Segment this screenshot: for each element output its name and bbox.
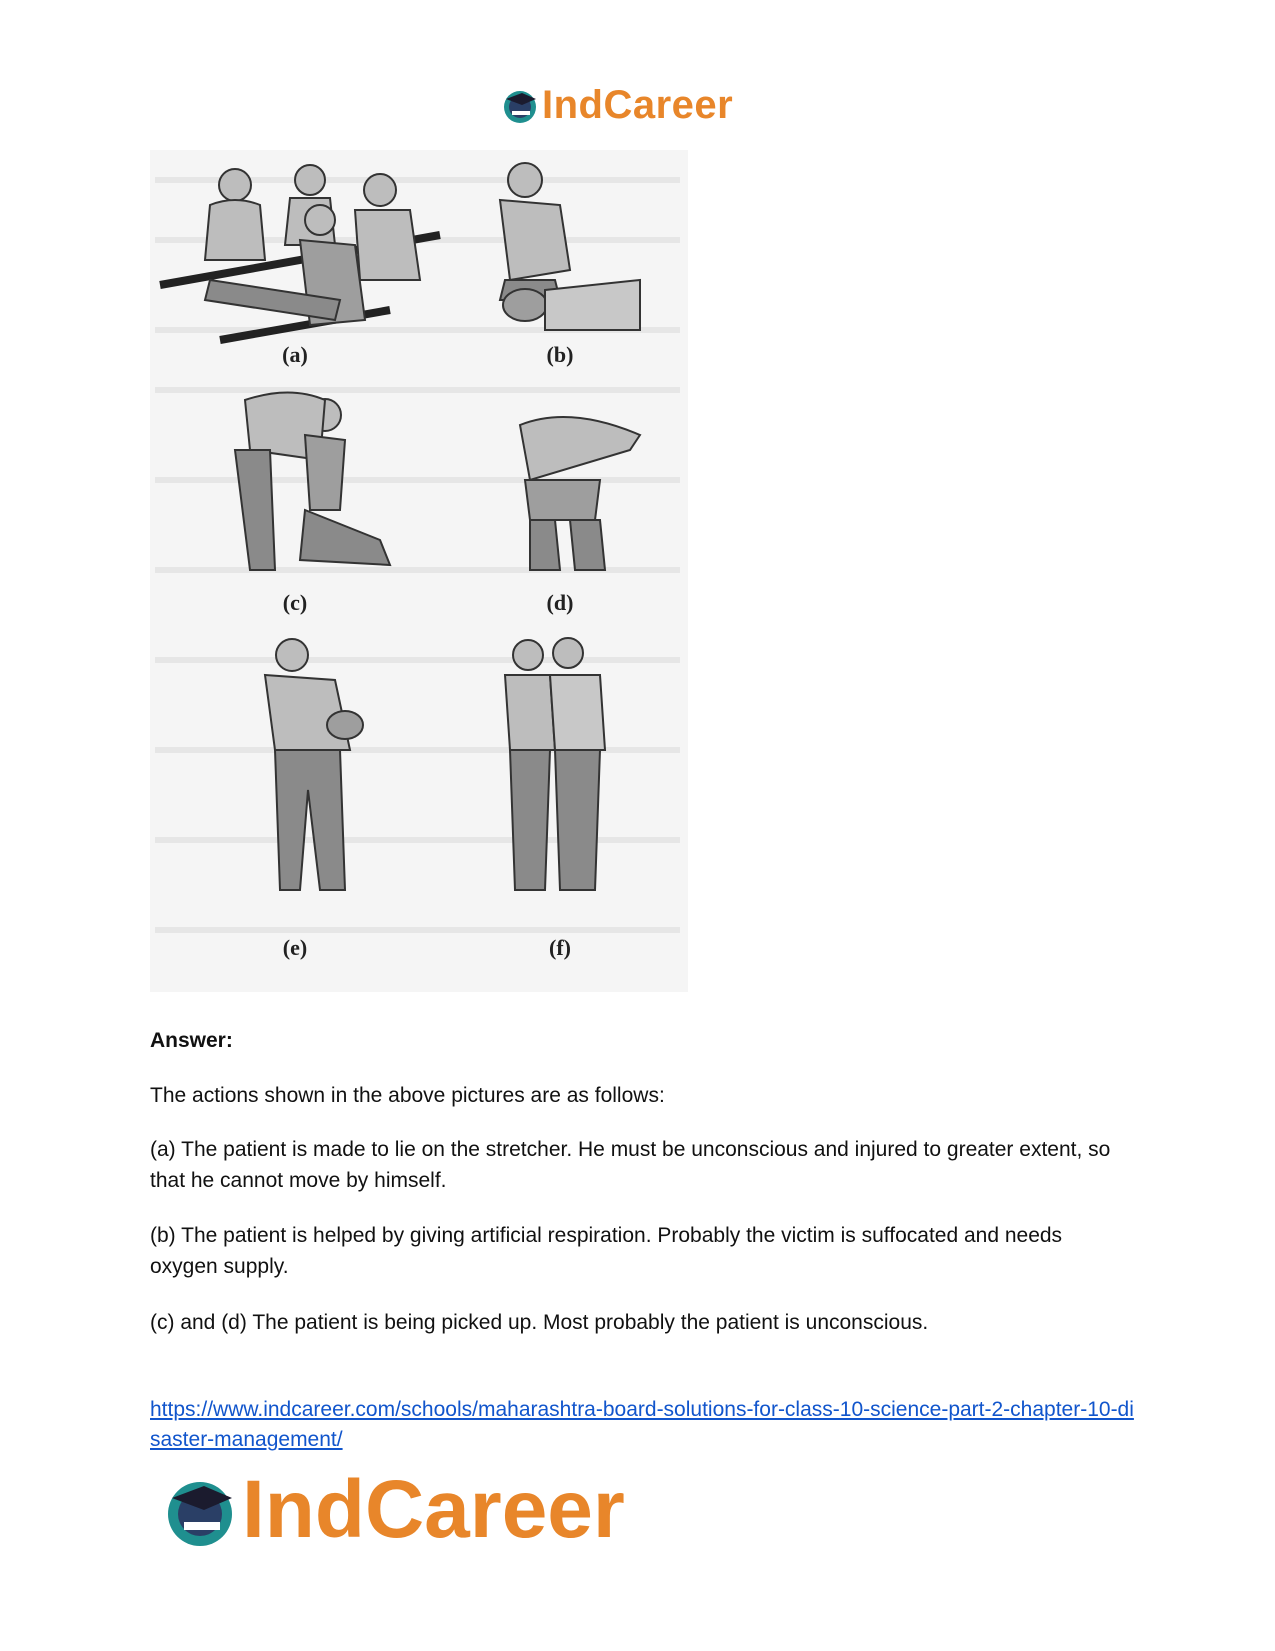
logo-wordmark: IndCareer [542,83,734,127]
caption-c: (c) [282,590,308,615]
caption-d: (d) [546,590,574,615]
first-aid-illustration [150,150,688,992]
answer-item-a: (a) The patient is made to lie on the stretcher. He must be unconscious and injured to greater extent, so that he cannot move by himself. [150,1138,1111,1192]
caption-a: (a) [282,342,308,367]
answer-heading: Answer: [150,1029,233,1052]
graduation-cap-icon [160,1470,240,1550]
answer-item-c-d: (c) and (d) The patient is being picked up. Most probably the patient is unconscious. [150,1311,929,1334]
logo-wordmark: IndCareer [242,1464,625,1555]
graduation-cap-icon [500,85,540,125]
source-url-link[interactable]: https://www.indcareer.com/schools/maharashtra-board-solutions-for-class-10-science-part-2-chapter-10-disaster-management/ [150,1398,1134,1451]
indcareer-logo-footer [160,1465,625,1555]
caption-f: (f) [549,935,571,960]
indcareer-logo-header [500,80,733,130]
caption-b: (b) [546,342,574,367]
answer-item-b: (b) The patient is helped by giving artificial respiration. Probably the victim is suffocated and needs oxygen supply. [150,1224,1063,1278]
answer-intro: The actions shown in the above pictures are as follows: [150,1084,665,1107]
caption-e: (e) [282,935,308,960]
